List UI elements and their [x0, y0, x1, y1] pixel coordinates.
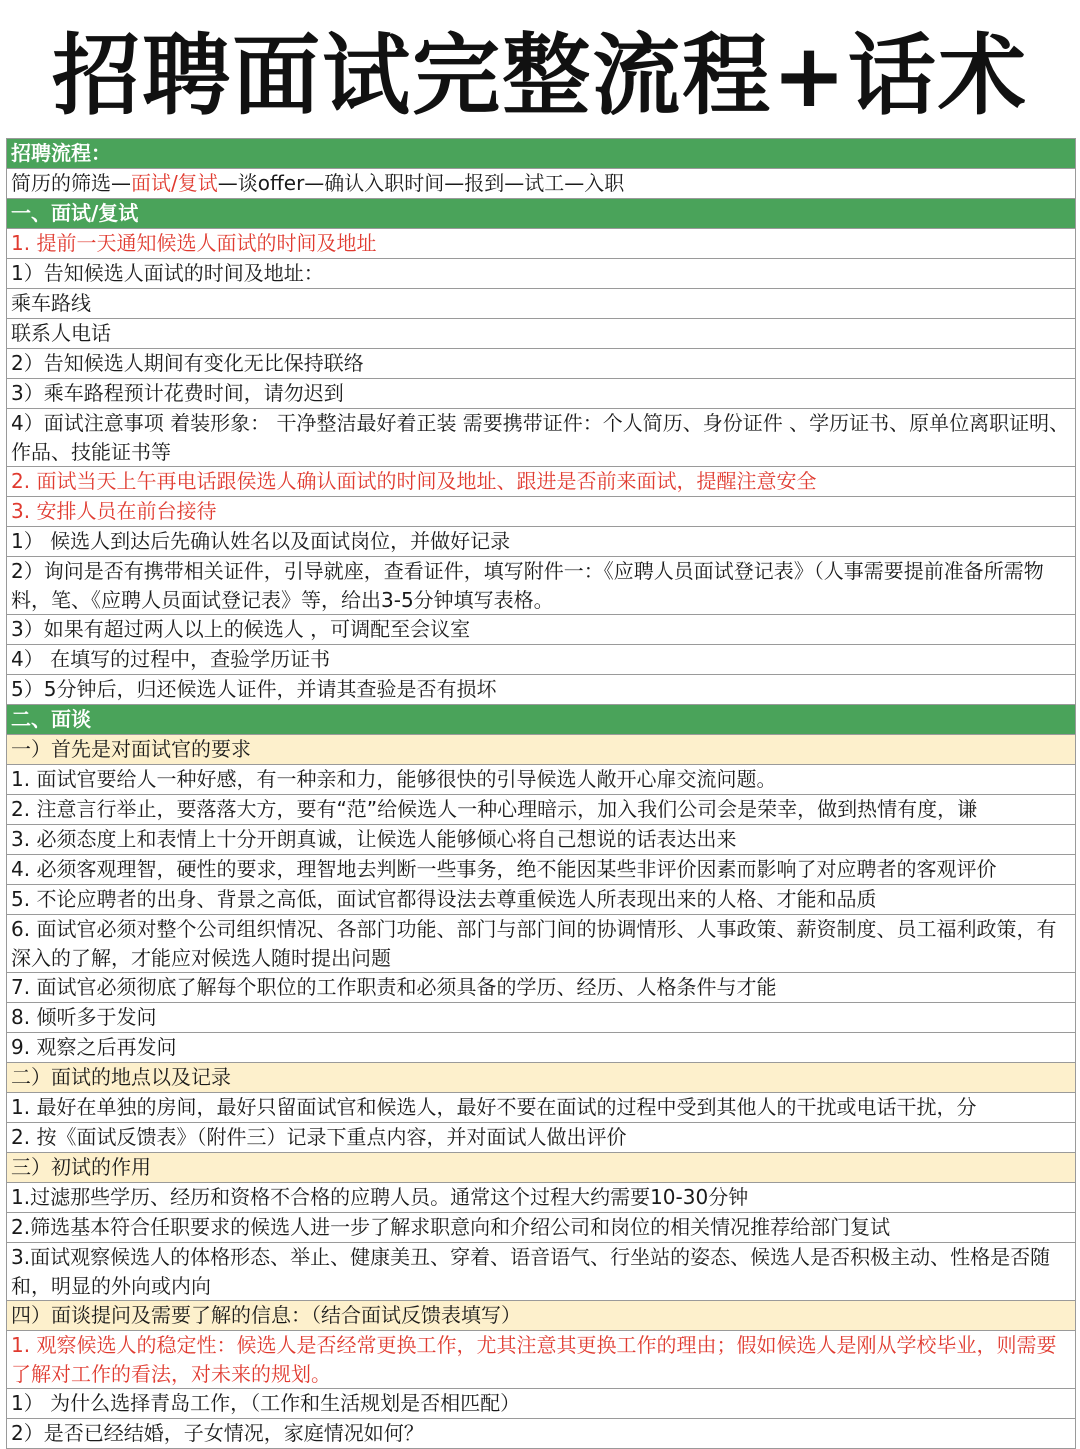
list-item: 2. 注意言行举止，要落落大方，要有“范”给候选人一种心理暗示，加入我们公司会是荣幸，做到热情有度，谦 — [7, 795, 1075, 825]
list-item: 3. 必须态度上和表情上十分开朗真诚，让候选人能够倾心将自己想说的话表达出来 — [7, 825, 1075, 855]
list-item: 1. 最好在单独的房间，最好只留面试官和候选人，最好不要在面试的过程中受到其他人的干扰或电话干扰，分 — [7, 1093, 1075, 1123]
section-header-interview: 一、面试/复试 — [7, 199, 1075, 229]
page-title: 招聘面试完整流程+话术 — [52, 24, 1028, 127]
step-notify-candidate: 1. 提前一天通知候选人面试的时间及地址 — [7, 229, 1075, 259]
subsection-header-questions: 四）面谈提问及需要了解的信息：（结合面试反馈表填写） — [7, 1301, 1075, 1331]
subsection-header-location: 二）面试的地点以及记录 — [7, 1063, 1075, 1093]
list-item: 2）询问是否有携带相关证件，引导就座，查看证件，填写附件一：《应聘人员面试登记表》（人事需要提前准备所需物料，笔、《应聘人员面试登记表》等，给出3-5分钟填写表格。 — [7, 557, 1075, 615]
list-item: 3）乘车路程预计花费时间，请勿迟到 — [7, 379, 1075, 409]
list-item: 4） 在填写的过程中，查验学历证书 — [7, 645, 1075, 675]
list-item: 2）告知候选人期间有变化无比保持联络 — [7, 349, 1075, 379]
step-confirm-by-phone: 2. 面试当天上午再电话跟侯选人确认面试的时间及地址、跟进是否前来面试，提醒注意安全 — [7, 467, 1075, 497]
list-item: 6. 面试官必须对整个公司组织情况、各部门功能、部门与部门间的协调情形、人事政策、薪资制度、员工福利政策，有深入的了解，才能应对候选人随时提出问题 — [7, 915, 1075, 973]
flow-text-end: —谈offer—确认入职时间—报到—试工—入职 — [217, 171, 625, 195]
list-item: 4. 必须客观理智，硬性的要求，理智地去判断一些事务，绝不能因某些非评价因素而影响了对应聘者的客观评价 — [7, 855, 1075, 885]
list-item: 5. 不论应聘者的出身、背景之高低，面试官都得设法去尊重候选人所表现出来的人格、才能和品质 — [7, 885, 1075, 915]
list-item: 联系人电话 — [7, 319, 1075, 349]
step-reception: 3. 安排人员在前台接待 — [7, 497, 1075, 527]
list-item: 2）是否已经结婚，子女情况，家庭情况如何？ — [7, 1419, 1075, 1449]
list-item: 1） 为什么选择青岛工作，（工作和生活规划是否相匹配） — [7, 1389, 1075, 1419]
list-item: 3）如果有超过两人以上的候选人 ，可调配至会议室 — [7, 615, 1075, 645]
section-header-talk: 二、面谈 — [7, 705, 1075, 735]
list-item: 7. 面试官必须彻底了解每个职位的工作职责和必须具备的学历、经历、人格条件与才能 — [7, 973, 1075, 1003]
process-header: 招聘流程： — [7, 139, 1075, 169]
list-item: 5）5分钟后，归还候选人证件，并请其查验是否有损坏 — [7, 675, 1075, 705]
process-flow — [7, 169, 1075, 199]
step-stability: 1. 观察候选人的稳定性：候选人是否经常更换工作，尤其注意其更换工作的理由；假如候选人是刚从学校毕业，则需要了解对工作的看法，对未来的规划。 — [7, 1331, 1075, 1389]
list-item: 1. 面试官要给人一种好感，有一种亲和力，能够很快的引导候选人敞开心扉交流问题。 — [7, 765, 1075, 795]
list-item: 1） 候选人到达后先确认姓名以及面试岗位，并做好记录 — [7, 527, 1075, 557]
list-item: 1）告知候选人面试的时间及地址： — [7, 259, 1075, 289]
subsection-header-interviewer-requirements: 一）首先是对面试官的要求 — [7, 735, 1075, 765]
list-item: 8. 倾听多于发问 — [7, 1003, 1075, 1033]
list-item: 2.筛选基本符合任职要求的候选人进一步了解求职意向和介绍公司和岗位的相关情况推荐给部门复试 — [7, 1213, 1075, 1243]
flow-text-start: 简历的筛选— — [11, 171, 131, 195]
subsection-header-first-interview: 三）初试的作用 — [7, 1153, 1075, 1183]
flow-text-highlight: 面试/复试 — [131, 171, 218, 195]
list-item: 2. 按《面试反馈表》（附件三）记录下重点内容，并对面试人做出评价 — [7, 1123, 1075, 1153]
interview-process-sheet — [6, 138, 1076, 1449]
list-item: 乘车路线 — [7, 289, 1075, 319]
list-item: 1.过滤那些学历、经历和资格不合格的应聘人员。通常这个过程大约需要10-30分钟 — [7, 1183, 1075, 1213]
list-item: 4）面试注意事项 着装形象： 干净整洁最好着正装 需要携带证件：个人简历、身份证件 、学历证书、原单位离职证明、作品、技能证书等 — [7, 409, 1075, 467]
list-item: 9. 观察之后再发问 — [7, 1033, 1075, 1063]
list-item: 3.面试观察候选人的体格形态、举止、健康美丑、穿着、语音语气、行坐站的姿态、候选人是否积极主动、性格是否随和，明显的外向或内向 — [7, 1243, 1075, 1301]
